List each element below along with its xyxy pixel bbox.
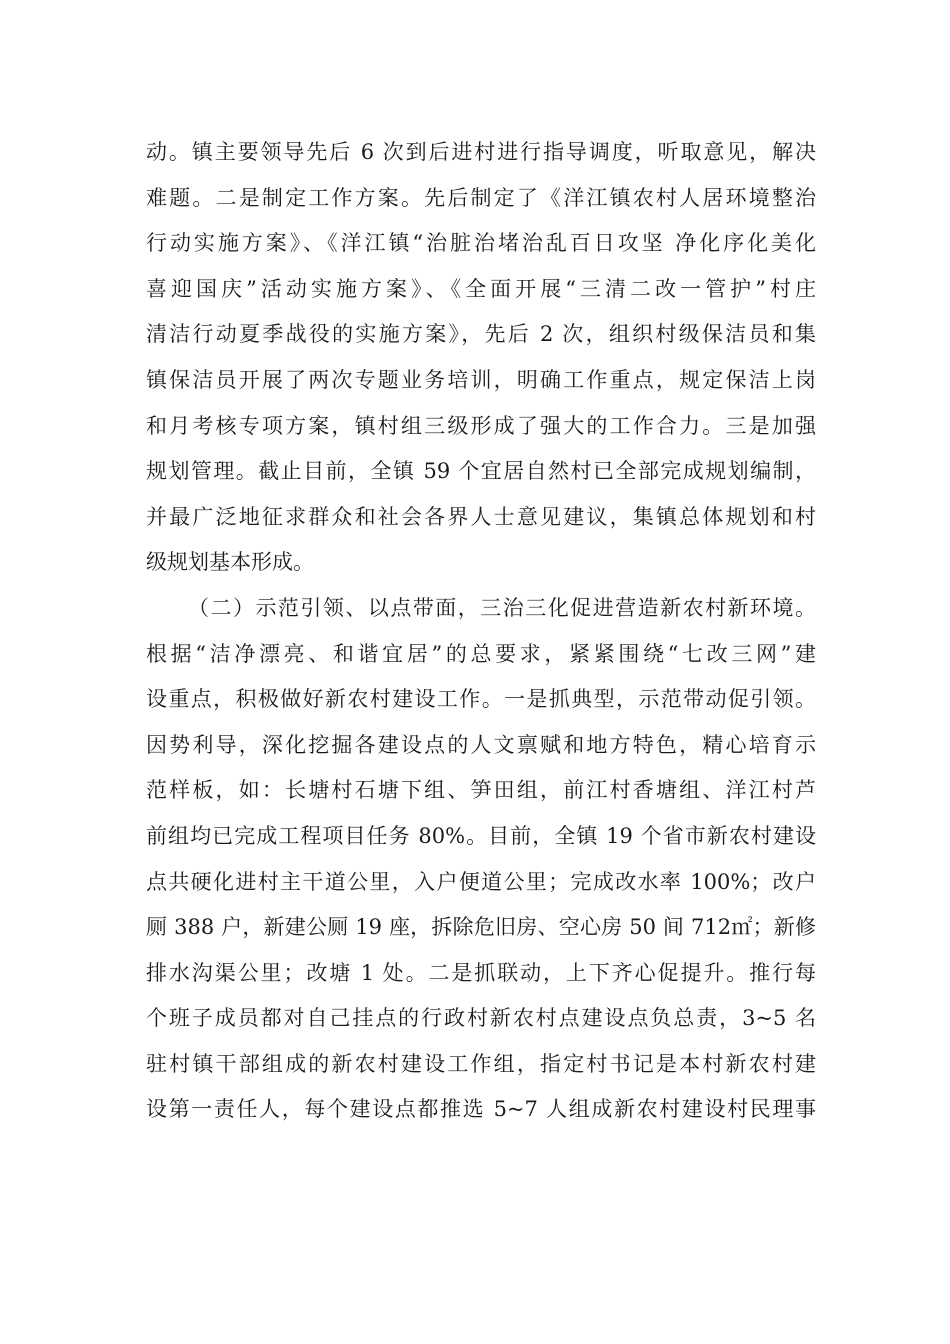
text-line: 规划管理。截止目前，全镇 59 个宜居自然村已全部完成规划编制， <box>146 459 816 484</box>
text-line: 厕 388 户，新建公厕 19 座，拆除危旧房、空心房 50 间 712㎡；新修 <box>146 915 816 940</box>
text-line: 动。镇主要领导先后 6 次到后进村进行指导调度，听取意见，解决 <box>146 140 816 164</box>
text-line: 驻村镇干部组成的新农村建设工作组，指定村书记是本村新农村建 <box>146 1051 816 1076</box>
text-line: 设第一责任人，每个建设点都推选 5~7 人组成新农村建设村民理事 <box>146 1097 816 1122</box>
text-line: 点共硬化进村主干道公里，入户便道公里；完成改水率 100%；改户 <box>146 869 816 894</box>
text-line: 清洁行动夏季战役的实施方案》，先后 2 次，组织村级保洁员和集 <box>146 322 816 347</box>
text-line: 根据“洁净漂亮、和谐宜居”的总要求，紧紧围绕“七改三网”建 <box>146 641 816 666</box>
section-heading-line: （二）示范引领、以点带面，三治三化促进营造新农村新环境。 <box>188 595 816 620</box>
text-line: 难题。二是制定工作方案。先后制定了《洋江镇农村人居环境整治 <box>146 185 816 210</box>
text-line: 范样板，如：长塘村石塘下组、笋田组，前江村香塘组、洋江村芦 <box>146 778 816 803</box>
text-line: 排水沟渠公里；改塘 1 处。二是抓联动，上下齐心促提升。推行每 <box>146 960 816 985</box>
text-line: 和月考核专项方案，镇村组三级形成了强大的工作合力。三是加强 <box>146 413 816 438</box>
text-line: 行动实施方案》、《洋江镇“治脏治堵治乱百日攻坚 净化序化美化 <box>146 231 816 256</box>
text-line: 喜迎国庆”活动实施方案》、《全面开展“三清二改一管护”村庄 <box>146 276 816 301</box>
document-body <box>146 130 816 1133</box>
text-line: 设重点，积极做好新农村建设工作。一是抓典型，示范带动促引领。 <box>146 687 816 712</box>
text-line: 个班子成员都对自己挂点的行政村新农村点建设点负总责，3~5 名 <box>146 1006 816 1031</box>
text-line: 前组均已完成工程项目任务 80%。目前，全镇 19 个省市新农村建设 <box>146 823 816 848</box>
text-line: 并最广泛地征求群众和社会各界人士意见建议，集镇总体规划和村 <box>146 504 816 529</box>
text-line: 镇保洁员开展了两次专题业务培训，明确工作重点，规定保洁上岗 <box>146 367 816 392</box>
text-line: 因势利导，深化挖掘各建设点的人文禀赋和地方特色，精心培育示 <box>146 732 816 757</box>
paragraph-end-line: 级规划基本形成。 <box>146 550 314 575</box>
